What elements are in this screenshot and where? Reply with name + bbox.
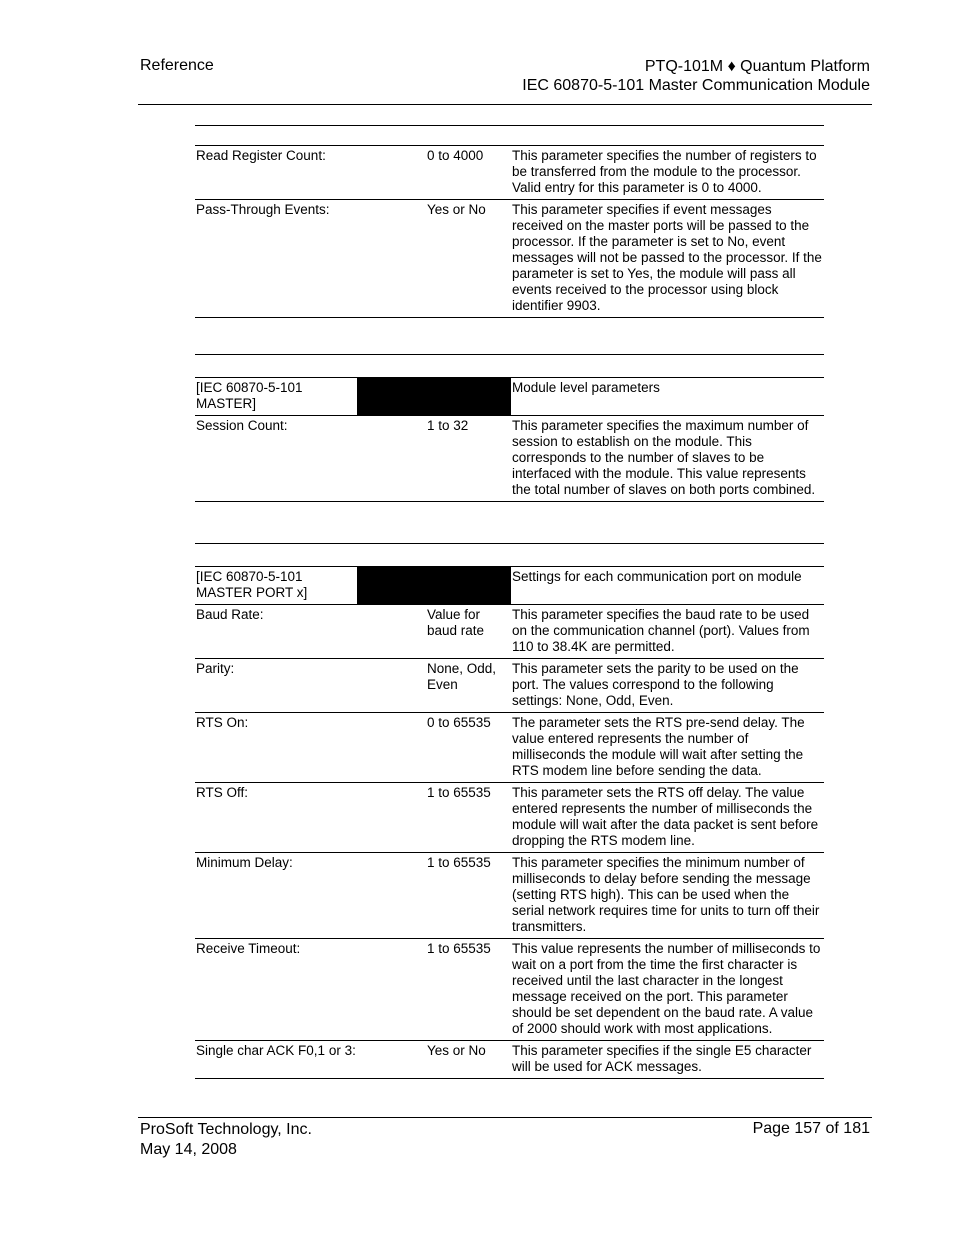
- table-row: [195, 1041, 824, 1079]
- table-row: [195, 566, 824, 605]
- footer-left: [140, 1120, 312, 1160]
- table-row: [195, 377, 824, 416]
- param-range: [357, 567, 511, 604]
- param-range: 1 to 65535: [427, 785, 491, 800]
- table-row: [195, 416, 824, 502]
- table-row: [195, 200, 824, 318]
- param-description: This value represents the number of milliseconds to wait on a port from the time the first character is received until the last character in the longest message received on the port. This parameter should be set dependent on the baud rate. A value of 2000 should work with most applications.: [512, 941, 821, 1036]
- header-product-line2: IEC 60870-5-101 Master Communication Module: [522, 77, 870, 94]
- footer-rule: [138, 1117, 872, 1118]
- param-name: Baud Rate:: [196, 607, 264, 622]
- table-row: [195, 783, 824, 853]
- param-description: Module level parameters: [512, 380, 660, 395]
- footer-date: May 14, 2008: [140, 1141, 237, 1158]
- param-range: 1 to 65535: [427, 855, 491, 870]
- header-section-title: Reference: [140, 57, 214, 74]
- param-range: Yes or No: [427, 1043, 486, 1058]
- param-name: Pass-Through Events:: [196, 202, 330, 217]
- param-name: Receive Timeout:: [196, 941, 301, 956]
- param-description: This parameter specifies the minimum number of milliseconds to delay before sending the message (setting RTS high). This can be used when the serial network requires time for units to turn off their transmitters.: [512, 855, 820, 934]
- param-name: Session Count:: [196, 418, 288, 433]
- header-product-line1: PTQ-101M ♦ Quantum Platform: [644, 58, 870, 75]
- param-range: 1 to 32: [427, 418, 469, 433]
- table-row: [195, 659, 824, 713]
- param-range: None, Odd, Even: [427, 661, 497, 692]
- param-name: RTS On:: [196, 715, 249, 730]
- parameter-table-3: [195, 566, 824, 1079]
- param-description: This parameter specifies if the single E5 character will be used for ACK messages.: [512, 1043, 812, 1074]
- table-row: [195, 853, 824, 939]
- param-range: [357, 378, 511, 415]
- param-name: Read Register Count:: [196, 148, 326, 163]
- param-range: 0 to 4000: [427, 148, 484, 163]
- section-separator: [195, 125, 824, 126]
- param-name: RTS Off:: [196, 785, 249, 800]
- param-description: This parameter specifies the maximum number of session to establish on the module. This corresponds to the number of slaves to be interfaced with the module. This value represents the total number of slaves on both ports combined.: [512, 418, 816, 497]
- param-range: Yes or No: [427, 202, 486, 217]
- parameter-table-1: [195, 145, 824, 318]
- table-row: [195, 605, 824, 659]
- section-separator: [195, 543, 824, 544]
- param-range: Value for baud rate: [427, 607, 485, 638]
- param-name: [IEC 60870-5-101 MASTER PORT x]: [196, 569, 308, 600]
- param-description: This parameter sets the parity to be used on the port. The values correspond to the following settings: None, Odd, Even.: [512, 661, 799, 708]
- table-row: [195, 145, 824, 200]
- footer-company: ProSoft Technology, Inc.: [140, 1121, 312, 1138]
- param-description: The parameter sets the RTS pre-send delay. The value entered represents the number of milliseconds the module will wait after setting the RTS modem line before sending the data.: [512, 715, 805, 778]
- param-description: This parameter specifies if event messages received on the master ports will be passed to the processor. If the parameter is set to No, event messages will not be passed to the processor. If the parameter is set to Yes, the module will pass all events received to the processor using block identifier 9903.: [512, 202, 822, 313]
- header-product-title: [522, 57, 870, 95]
- param-name: Minimum Delay:: [196, 855, 293, 870]
- section-separator: [195, 354, 824, 355]
- param-range: 1 to 65535: [427, 941, 491, 956]
- param-name: Single char ACK F0,1 or 3:: [196, 1043, 356, 1058]
- param-name: [IEC 60870-5-101 MASTER]: [196, 380, 303, 411]
- footer-page-number: Page 157 of 181: [752, 1120, 870, 1137]
- param-range: 0 to 65535: [427, 715, 491, 730]
- param-description: This parameter specifies the number of registers to be transferred from the module to the processor. Valid entry for this parameter is 0 to 4000.: [512, 148, 817, 195]
- param-description: This parameter sets the RTS off delay. The value entered represents the number of milliseconds the module will wait after the data packet is sent before dropping the RTS modem line.: [512, 785, 819, 848]
- table-row: [195, 713, 824, 783]
- header-rule: [138, 104, 872, 105]
- param-name: Parity:: [196, 661, 235, 676]
- table-row: [195, 939, 824, 1041]
- param-description: This parameter specifies the baud rate to be used on the communication channel (port). Values from 110 to 38.4K are permitted.: [512, 607, 810, 654]
- param-description: Settings for each communication port on module: [512, 569, 802, 584]
- parameter-table-2: [195, 377, 824, 502]
